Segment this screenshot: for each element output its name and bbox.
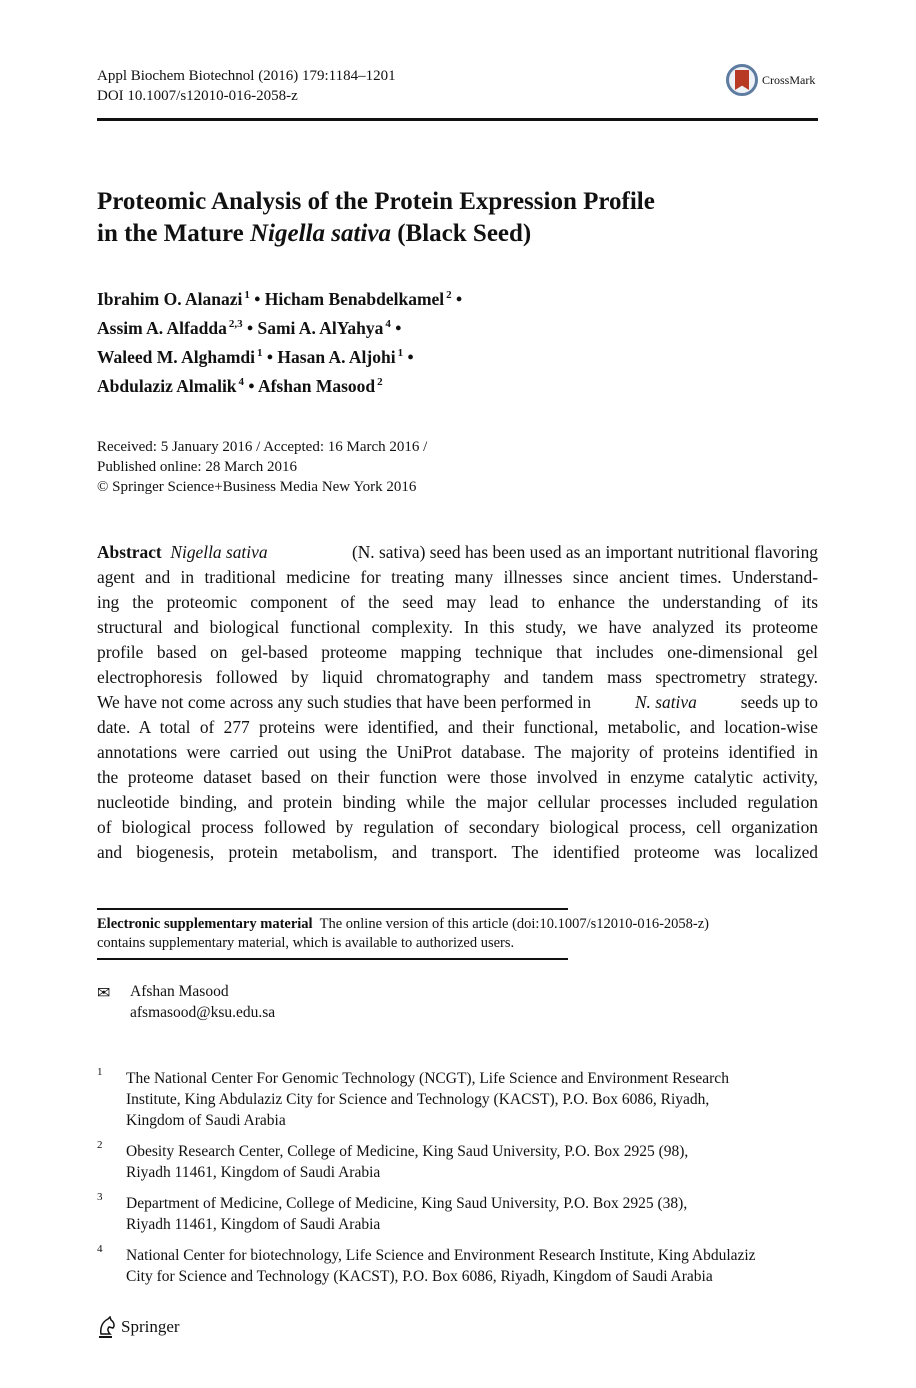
affiliation-number: 1 [97, 1066, 103, 1078]
affiliation-line: Department of Medicine, College of Medicine, King Saud University, P.O. Box 2925 (38), [126, 1195, 688, 1212]
author-list: Ibrahim O. Alanazi $^1$ • Hicham Benabdelkamel $^2$ • Assim A. Alfadda $^{2,3}$ • Sami A. AlYahya $^4$ • Waleed M. Alghamdi $^1$ • Hasan A. Aljohi $^1$ • Abdulaziz Almalik $^4$ • Afshan Masood $^2$ [97, 289, 463, 396]
article-title: Proteomic Analysis of the Protein Expression Profile in the Mature Nigella sativa (Black Seed) [97, 188, 655, 247]
affiliation-line: City for Science and Technology (KACST), P.O. Box 6086, Riyadh, Kingdom of Saudi Arabia [126, 1268, 713, 1285]
author: Assim A. Alfadda [97, 318, 227, 338]
supplementary-rule-top [97, 908, 568, 910]
abstract: Abstract Nigella sativa (N. sativa) seed has been used as an important nutritional flavoring agent and in traditional medicine for treating many illnesses since ancient times. Understand- ing the proteomic component of the seed may lead to enhance the understanding of its structural and biological functional complexity. In this study, we have analyzed its proteome profile based on gel-based proteome mapping technique that includes one-dimensional gel electrophoresis followed by liquid chromatography and tandem mass spectrometry strategy. We have not come across any such studies that have been performed in N. sativa seeds up to date. A total of 277 proteins were identified, and their functional, metabolic, and location-wise annotations were carried out using the UniProt database. The majority of proteins identified in the proteome dataset based on their function were those involved in enzyme catalytic activity, nucleotide binding, and protein binding while the major cellular processes included regulation of biological process followed by regulation of secondary biological process, cell organization and biogenesis, protein metabolism, and transport. The identified proteome was localized [97, 540, 818, 865]
affiliation-line: Riyadh 11461, Kingdom of Saudi Arabia [126, 1216, 381, 1233]
springer-horse-icon [97, 1316, 117, 1338]
supplementary-rule-bottom [97, 958, 568, 960]
crossmark-icon [726, 64, 758, 96]
abstract-line: date. A total of 277 proteins were identified, and their functional, metabolic, and location-wise [97, 717, 818, 737]
affiliation [97, 1141, 822, 1183]
affiliation-line: Riyadh 11461, Kingdom of Saudi Arabia [126, 1164, 381, 1181]
affiliation-number: 2 [97, 1139, 103, 1151]
header-rule [97, 118, 818, 121]
author: Waleed M. Alghamdi [97, 347, 255, 367]
abstract-line: agent and in traditional medicine for treating many illnesses since ancient times. Understand- [97, 567, 818, 587]
affiliation-line: Kingdom of Saudi Arabia [126, 1112, 286, 1129]
supplementary-material-note: Electronic supplementary material The online version of this article (doi:10.1007/s12010-016-2058-z) contains supplementary material, which is available to authorized users. [97, 916, 709, 951]
running-header [97, 66, 396, 106]
envelope-icon: ✉ [97, 985, 111, 1002]
publication-dates: Received: 5 January 2016 / Accepted: 16 March 2016 / Published online: 28 March 2016 © Springer Science+Business Media New York 2016 [97, 439, 428, 495]
affiliation-number: 4 [97, 1243, 103, 1255]
abstract-line: and biogenesis, protein metabolism, and transport. The identified proteome was localized [97, 842, 818, 862]
affiliation-line: The National Center For Genomic Technology (NCGT), Life Science and Environment Research [126, 1070, 729, 1087]
abstract-line: profile based on gel-based proteome mapping technique that includes one-dimensional gel [97, 642, 818, 662]
author: Sami A. AlYahya [257, 318, 384, 338]
abstract-label: Abstract [97, 542, 162, 562]
abstract-line: nucleotide binding, and protein binding while the major cellular processes included regulation [97, 792, 818, 812]
springer-logo: Springer [97, 1316, 180, 1338]
affiliation-line: Institute, King Abdulaziz City for Science and Technology (KACST), P.O. Box 6086, Riyadh, [126, 1091, 710, 1108]
abstract-line: electrophoresis followed by liquid chromatography and tandem mass spectrometry strategy. [97, 667, 818, 687]
abstract-line: annotations were carried out using the UniProt database. The majority of proteins identified in [97, 742, 818, 762]
abstract-line: of biological process followed by regulation of secondary biological process, cell organization [97, 817, 818, 837]
author: Abdulaziz Almalik [97, 376, 237, 396]
affiliation-line: Obesity Research Center, College of Medicine, King Saud University, P.O. Box 2925 (98), [126, 1143, 689, 1160]
doi: DOI 10.1007/s12010-016-2058-z [97, 88, 298, 104]
author: Hasan A. Aljohi [277, 347, 396, 367]
author: Afshan Masood [257, 376, 376, 396]
affiliation-number: 3 [97, 1191, 103, 1203]
affiliation [97, 1245, 822, 1287]
author: Ibrahim O. Alanazi [97, 289, 243, 309]
correspondence: ✉ Afshan Masood afsmasood@ksu.edu.sa [97, 983, 276, 1021]
abstract-line: structural and biological functional complexity. In this study, we have analyzed its proteome [97, 617, 818, 637]
author: Hicham Benabdelkamel [264, 289, 445, 309]
affiliation [97, 1193, 822, 1235]
crossmark-badge[interactable]: CrossMark [726, 64, 815, 96]
journal-citation: Appl Biochem Biotechnol (2016) 179:1184–1201 [97, 68, 396, 84]
affiliation-line: National Center for biotechnology, Life Science and Environment Research Institute, King Abdulaziz [126, 1247, 756, 1264]
email-link[interactable]: afsmasood@ksu.edu.sa [130, 1004, 276, 1021]
affiliation [97, 1068, 822, 1131]
abstract-line: ing the proteomic component of the seed may lead to enhance the understanding of its [97, 592, 818, 612]
abstract-line: the proteome dataset based on their function were those involved in enzyme catalytic activity, [97, 767, 818, 787]
